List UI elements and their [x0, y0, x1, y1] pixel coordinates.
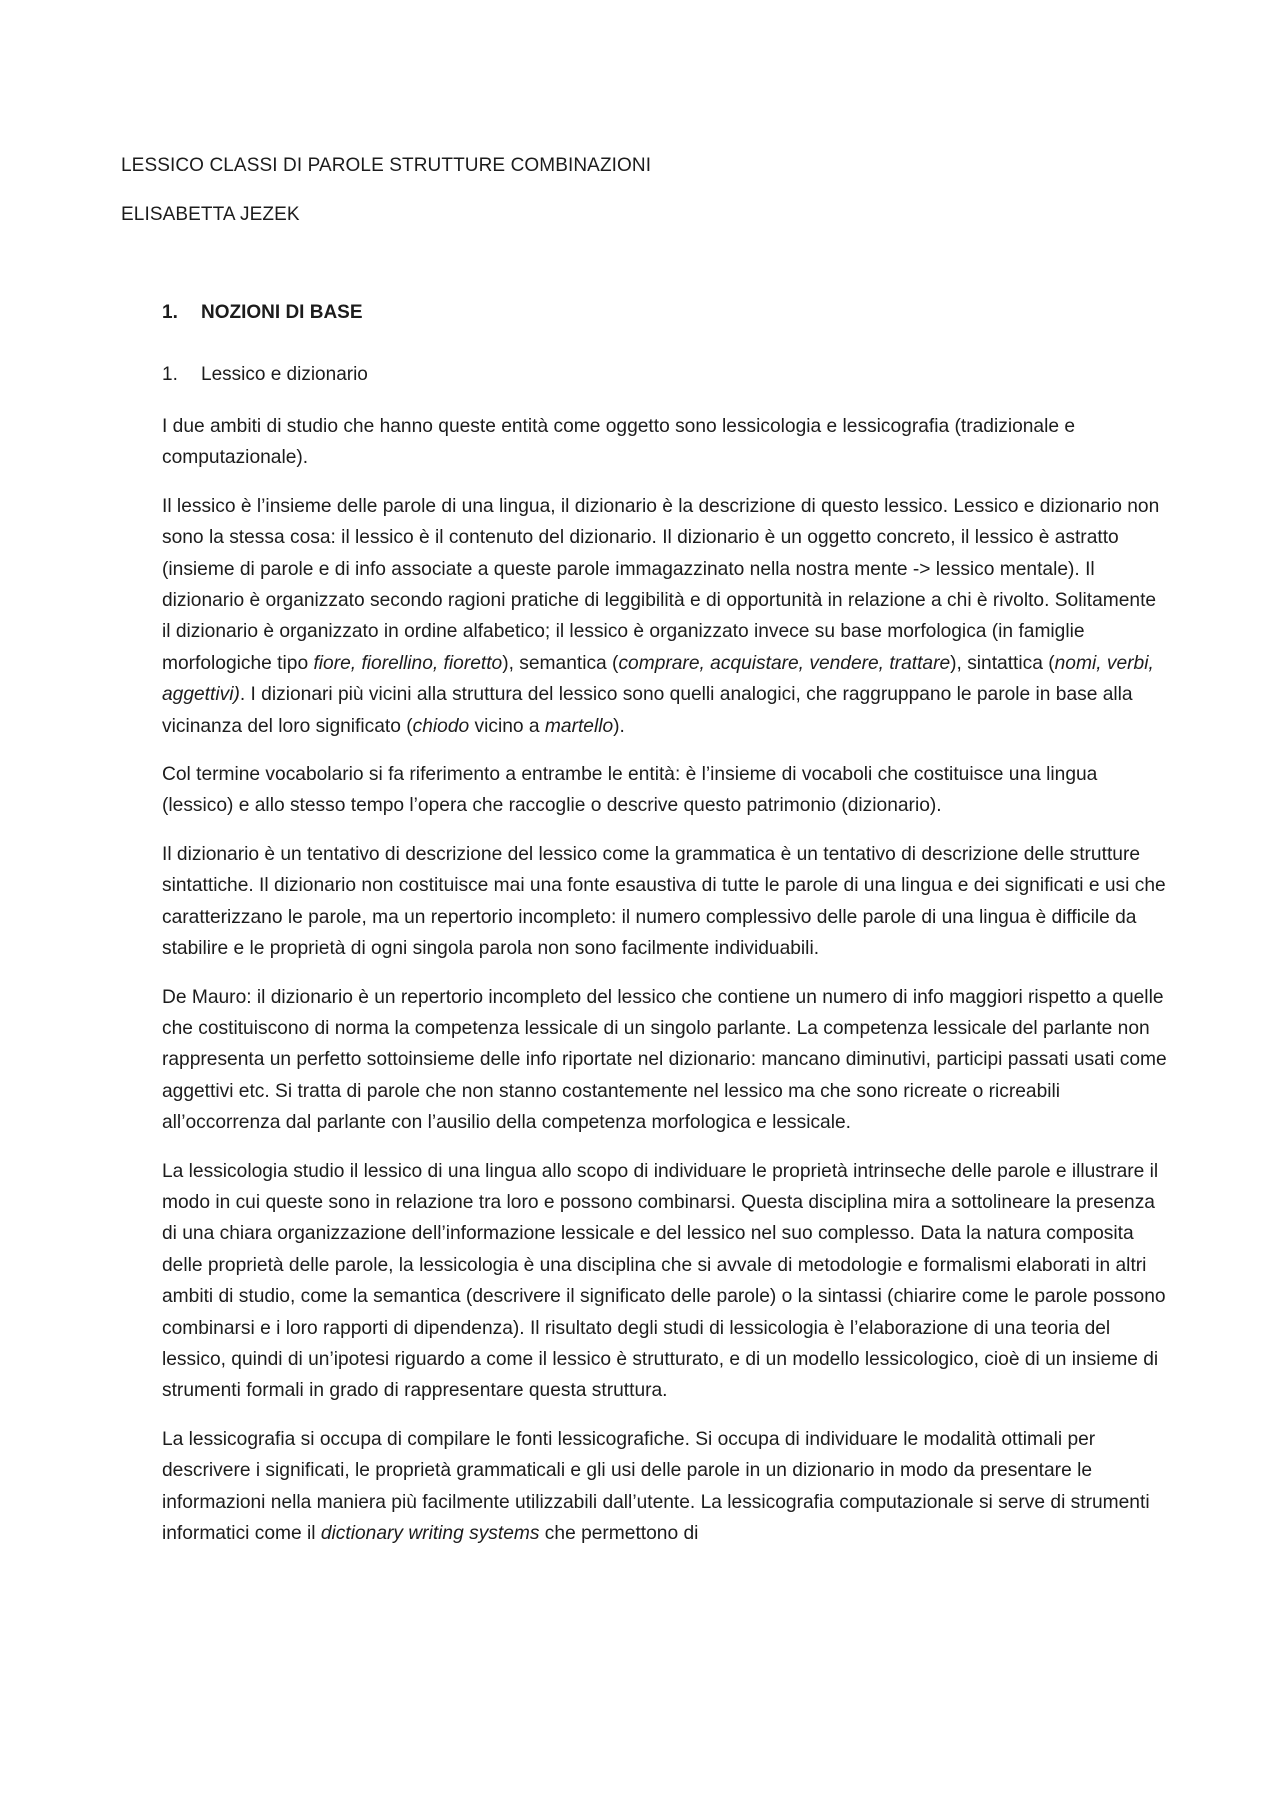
- paragraph-2: [162, 491, 1167, 742]
- paragraph-2-text: vicino a: [469, 715, 545, 737]
- paragraph-3: Col termine vocabolario si fa riferimento a entrambe le entità: è l’insieme di vocaboli che costituisce una lingua (lessico) e allo stesso tempo l’opera che raccoglie o descrive questo patrimonio (dizionario).: [162, 764, 1098, 817]
- chapter-heading: [162, 302, 363, 324]
- chapter-number: 1.: [162, 302, 178, 323]
- paragraph-2-italic: chiodo: [412, 715, 470, 737]
- chapter-title: NOZIONI DI BASE: [201, 302, 363, 323]
- paragraph-5: De Mauro: il dizionario è un repertorio incompleto del lessico che contiene un numero di info maggiori rispetto a quelle che costituiscono di norma la competenza lessicale di un singolo parlante. La competenza lessicale del parlante non rappresenta un perfetto sottoinsieme delle info riportate nel dizionario: mancano diminutivi, participi passati usati come aggettivi etc. Si tratta di parole che non stanno costantemente nel lessico ma che sono ricreate o ricreabili all’occorrenza dal parlante con l’ausilio della competenza morfologica e lessicale.: [162, 986, 1167, 1134]
- section-number: 1.: [162, 364, 178, 385]
- document-author: ELISABETTA JEZEK: [121, 204, 300, 225]
- paragraph-2-text: ), semantica (: [502, 652, 619, 674]
- paragraph-1: I due ambiti di studio che hanno queste entità come oggetto sono lessicologia e lessicografia (tradizionale e computazionale).: [162, 416, 1076, 469]
- section-title: Lessico e dizionario: [201, 364, 368, 385]
- paragraph-2-italic: comprare, acquistare, vendere, trattare: [618, 652, 951, 674]
- paragraph-2-italic: fiore, fiorellino, fioretto: [313, 652, 503, 674]
- paragraph-2-text: . I dizionari più vicini alla struttura del lessico sono quelli analogici, che raggruppano le parole in base alla vicinanza del loro significato (: [162, 684, 1133, 737]
- paragraph-2-italic: martello: [544, 715, 614, 737]
- paragraph-2-text: ).: [613, 715, 625, 737]
- body-text: [162, 411, 1167, 1549]
- paragraph-2-italic: nomi, verbi, aggettivi): [162, 652, 1154, 706]
- paragraph-7: [162, 1424, 1167, 1550]
- paragraph-2-text: Il lessico è l’insieme delle parole di una lingua, il dizionario è la descrizione di questo lessico. Lessico e dizionario non sono la stessa cosa: il lessico è il contenuto del dizionario. Il dizionario è un oggetto concreto, il lessico è astratto (insieme di parole e di info associate a queste parole immagazzinato nella nostra mente -> lessico mentale). Il dizionario è organizzato secondo ragioni pratiche di leggibilità e di opportunità in relazione a chi è rivolto. Solitamente il dizionario è organizzato in ordine alfabetico; il lessico è organizzato invece su base morfologica (in famiglie morfologiche tipo: [162, 495, 1160, 674]
- paragraph-7-text: La lessicografia si occupa di compilare le fonti lessicografiche. Si occupa di individuare le modalità ottimali per descrivere i significati, le proprietà grammaticali e gli usi delle parole in un dizionario in modo da presentare le informazioni nella maniera più facilmente utilizzabili dall’utente. La lessicografia computazionale si serve di strumenti informatici come il: [162, 1428, 1150, 1544]
- paragraph-6: La lessicologia studio il lessico di una lingua allo scopo di individuare le proprietà intrinseche delle parole e illustrare il modo in cui queste sono in relazione tra loro e possono combinarsi. Questa disciplina mira a sottolineare la presenza di una chiara organizzazione dell’informazione lessicale e del lessico nel suo complesso. Data la natura composita delle proprietà delle parole, la lessicologia è una disciplina che si avvale di metodologie e formalismi elaborati in altri ambiti di studio, come la semantica (descrivere il significato delle parole) o la sintassi (chiarire come le parole possono combinarsi e i loro rapporti di dipendenza). Il risultato degli studi di lessicologia è l’elaborazione di una teoria del lessico, quindi di un’ipotesi riguardo a come il lessico è strutturato, e di un modello lessicologico, cioè di un insieme di strumenti formali in grado di rappresentare questa struttura.: [162, 1160, 1166, 1402]
- section-heading: [162, 364, 368, 386]
- paragraph-4: Il dizionario è un tentativo di descrizione del lessico come la grammatica è un tentativo di descrizione delle strutture sintattiche. Il dizionario non costituisce mai una fonte esaustiva di tutte le parole di una lingua e dei significati e usi che caratterizzano le parole, ma un repertorio incompleto: il numero complessivo delle parole di una lingua è difficile da stabilire e le proprietà di ogni singola parola non sono facilmente individuabili.: [162, 843, 1166, 960]
- paragraph-7-text: che permettono di: [539, 1523, 699, 1544]
- paragraph-7-italic: dictionary writing systems: [320, 1523, 540, 1544]
- paragraph-2-text: ), sintattica (: [950, 652, 1055, 674]
- document-title: LESSICO CLASSI DI PAROLE STRUTTURE COMBINAZIONI: [121, 155, 652, 176]
